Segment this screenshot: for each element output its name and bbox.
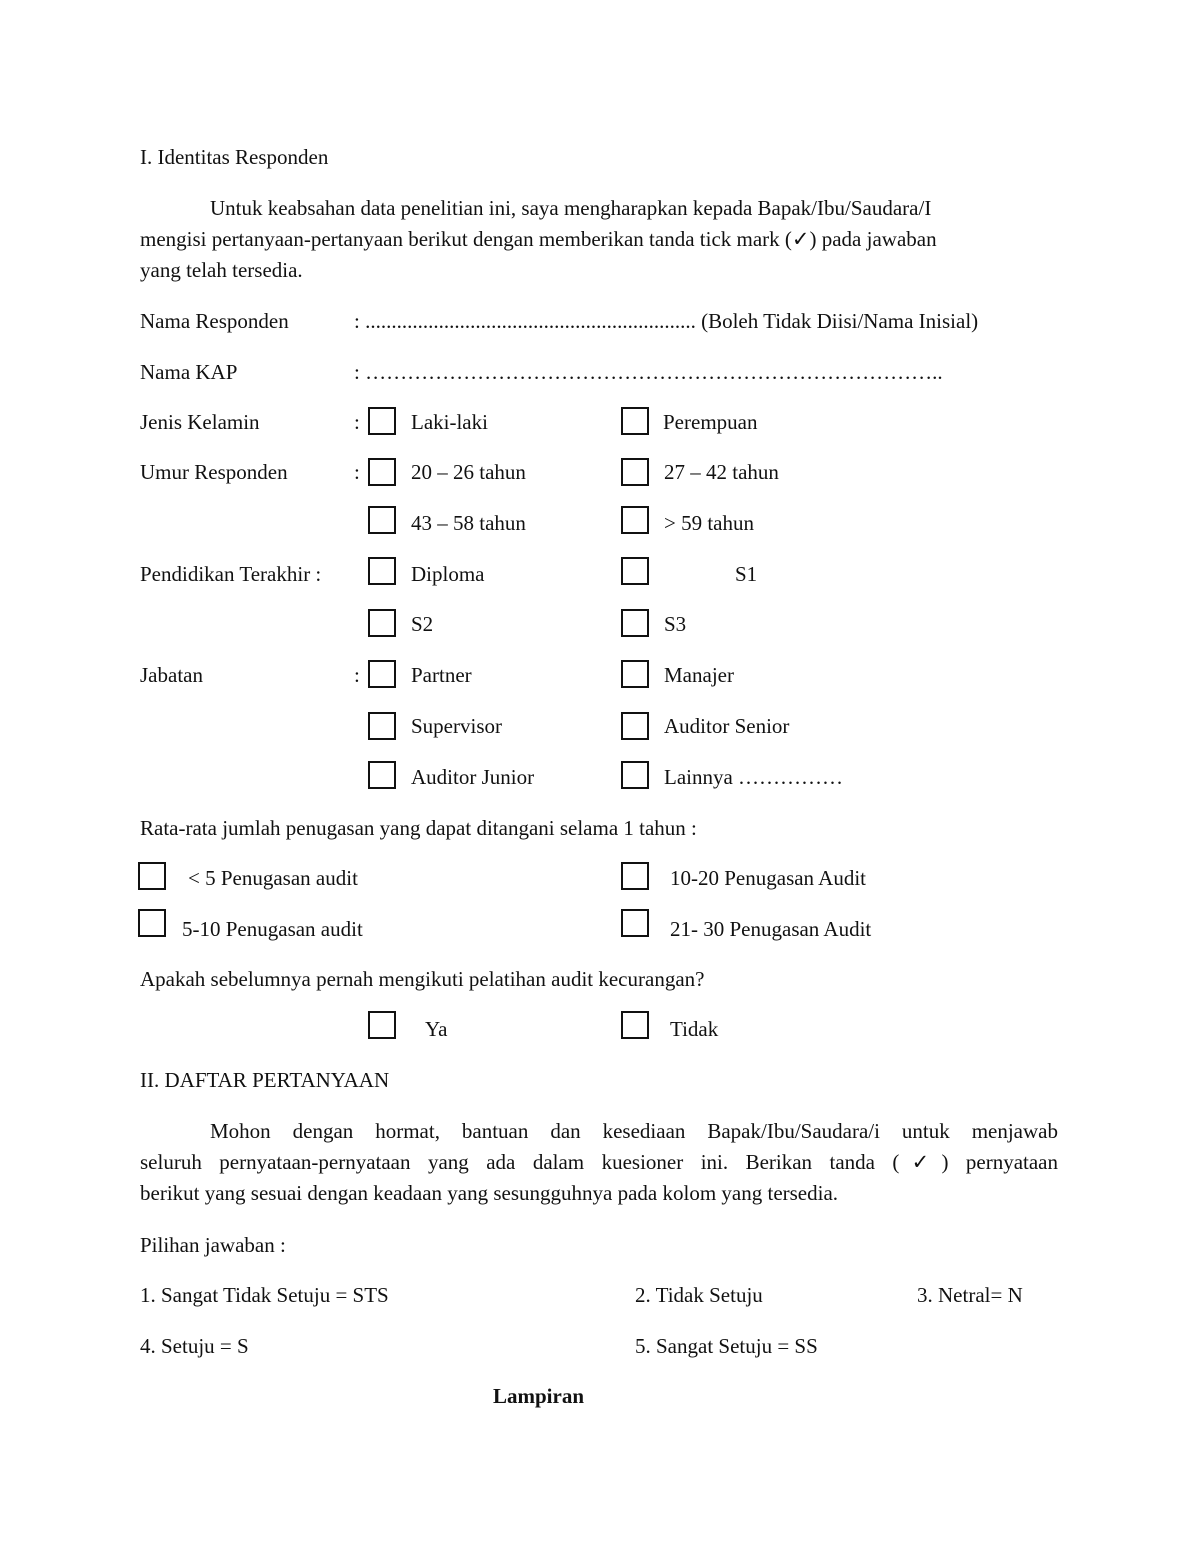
option-penugasan-10-20: 10-20 Penugasan Audit: [670, 866, 866, 890]
option-supervisor: Supervisor: [411, 714, 502, 738]
checkbox-penugasan-10-20[interactable]: [621, 862, 649, 890]
option-penugasan-lt5: < 5 Penugasan audit: [188, 866, 358, 890]
checkbox-perempuan[interactable]: [621, 407, 649, 435]
nama-kap-field[interactable]: : ………………………………………………………………………..: [354, 360, 943, 384]
instructions-line-2: seluruh pernyataan-pernyataan yang ada dalam kuesioner ini. Berikan tanda (✓) pernyataan: [140, 1150, 1058, 1174]
checkbox-penugasan-lt5[interactable]: [138, 862, 166, 890]
umur-label: Umur Responden: [140, 460, 288, 484]
intro-line-2: mengisi pertanyaan-pertanyaan berikut dengan memberikan tanda tick mark (✓) pada jawaban: [140, 227, 937, 251]
pilihan-label: Pilihan jawaban :: [140, 1233, 286, 1257]
intro-line-3: yang telah tersedia.: [140, 258, 303, 282]
intro-paragraph: [140, 193, 1058, 286]
choice-sts: 1. Sangat Tidak Setuju = STS: [140, 1283, 389, 1307]
choice-n: 3. Netral= N: [917, 1283, 1023, 1307]
checkbox-supervisor[interactable]: [368, 712, 396, 740]
option-umur-59: > 59 tahun: [664, 511, 754, 535]
colon: :: [354, 410, 360, 434]
lampiran-heading: Lampiran: [493, 1384, 585, 1408]
section-2-title: II. DAFTAR PERTANYAAN: [140, 1068, 390, 1092]
checkbox-diploma[interactable]: [368, 557, 396, 585]
nama-kap-label: Nama KAP: [140, 360, 238, 384]
pelatihan-question: Apakah sebelumnya pernah mengikuti pelatihan audit kecurangan?: [140, 967, 705, 991]
option-umur-27-42: 27 – 42 tahun: [664, 460, 779, 484]
option-manajer: Manajer: [664, 663, 734, 687]
checkbox-auditor-senior[interactable]: [621, 712, 649, 740]
checkbox-s1[interactable]: [621, 557, 649, 585]
choice-s: 4. Setuju = S: [140, 1334, 249, 1358]
nama-responden-field[interactable]: : ............................................................... (Boleh Tidak Diisi/Nama Inisial): [354, 309, 979, 333]
intro-line-1: Untuk keabsahan data penelitian ini, saya mengharapkan kepada Bapak/Ibu/Saudara/I: [210, 196, 932, 220]
choice-ts: 2. Tidak Setuju: [635, 1283, 763, 1307]
option-lainnya: Lainnya ……………: [664, 765, 844, 789]
option-auditor-senior: Auditor Senior: [664, 714, 790, 738]
checkbox-umur-20-26[interactable]: [368, 458, 396, 486]
jabatan-label: Jabatan: [140, 663, 203, 687]
checkbox-laki-laki[interactable]: [368, 407, 396, 435]
option-umur-43-58: 43 – 58 tahun: [411, 511, 526, 535]
option-diploma: Diploma: [411, 562, 485, 586]
nama-responden-label: Nama Responden: [140, 309, 289, 333]
checkbox-umur-27-42[interactable]: [621, 458, 649, 486]
checkbox-s2[interactable]: [368, 609, 396, 637]
checkbox-s3[interactable]: [621, 609, 649, 637]
option-penugasan-21-30: 21- 30 Penugasan Audit: [670, 917, 872, 941]
instructions-line-3: berikut yang sesuai dengan keadaan yang sesungguhnya pada kolom yang tersedia.: [140, 1181, 839, 1205]
colon: :: [354, 460, 360, 484]
pendidikan-label: Pendidikan Terakhir :: [140, 562, 322, 586]
option-ya: Ya: [425, 1017, 448, 1041]
checkbox-lainnya[interactable]: [621, 761, 649, 789]
option-s2: S2: [411, 612, 434, 636]
checkbox-tidak[interactable]: [621, 1011, 649, 1039]
colon: :: [354, 663, 360, 687]
penugasan-question: Rata-rata jumlah penugasan yang dapat ditangani selama 1 tahun :: [140, 816, 697, 840]
option-s3: S3: [664, 612, 687, 636]
checkbox-penugasan-5-10[interactable]: [138, 909, 166, 937]
option-penugasan-5-10: 5-10 Penugasan audit: [182, 917, 363, 941]
choice-ss: 5. Sangat Setuju = SS: [635, 1334, 818, 1358]
checkbox-umur-43-58[interactable]: [368, 506, 396, 534]
instructions-line-1: Mohon dengan hormat, bantuan dan kesediaan Bapak/Ibu/Saudara/i untuk menjawab: [210, 1119, 1058, 1143]
jenis-kelamin-label: Jenis Kelamin: [140, 410, 260, 434]
option-umur-20-26: 20 – 26 tahun: [411, 460, 526, 484]
checkbox-auditor-junior[interactable]: [368, 761, 396, 789]
checkbox-partner[interactable]: [368, 660, 396, 688]
option-perempuan: Perempuan: [663, 410, 758, 434]
option-auditor-junior: Auditor Junior: [411, 765, 535, 789]
checkbox-umur-59[interactable]: [621, 506, 649, 534]
instructions-paragraph: [140, 1116, 1058, 1209]
checkbox-penugasan-21-30[interactable]: [621, 909, 649, 937]
option-partner: Partner: [411, 663, 472, 687]
option-laki-laki: Laki-laki: [411, 410, 488, 434]
checkbox-manajer[interactable]: [621, 660, 649, 688]
section-1-title: I. Identitas Responden: [140, 145, 329, 169]
option-s1: S1: [735, 562, 758, 586]
checkbox-ya[interactable]: [368, 1011, 396, 1039]
option-tidak: Tidak: [670, 1017, 719, 1041]
